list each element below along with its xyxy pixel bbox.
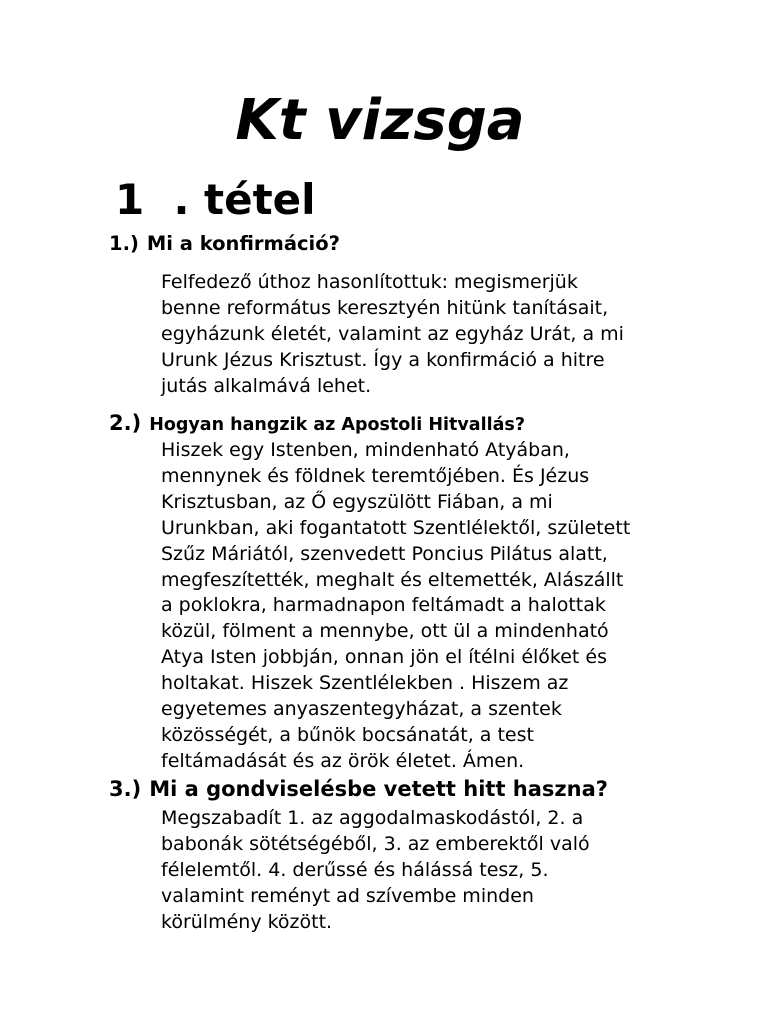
- question-2-text: Hogyan hangzik az Apostoli Hitvallás?: [149, 415, 525, 435]
- question-1-number: 1.): [109, 232, 139, 255]
- answer-1-line: Felfedező úthoz hasonlítottuk: megismerjük: [161, 271, 578, 293]
- question-1: [109, 232, 340, 255]
- answer-3-line: félelemtől. 4. derűssé és hálássá tesz, 5.: [161, 858, 549, 881]
- answer-2-line: a poklokra, harmadnapon feltámadt a halottak: [161, 594, 606, 617]
- answer-3-line: Megszabadít 1. az aggodalmaskodástól, 2. a: [161, 807, 584, 829]
- answer-2: [161, 438, 701, 775]
- answer-1-line: jutás alkalmává lehet.: [161, 374, 372, 397]
- answer-2-line: Szűz Máriától, szenvedett Poncius Pilátus alatt,: [161, 542, 608, 565]
- question-3: [109, 777, 608, 801]
- answer-3-line: babonák sötétségéből, 3. az emberektől való: [161, 832, 590, 855]
- question-2-number: 2.): [109, 411, 142, 435]
- answer-2-line: Atya Isten jobbján, onnan jön el ítélni élőket és: [161, 646, 607, 669]
- document-title: Kt vizsga: [235, 88, 525, 153]
- section-heading: 1 . tétel: [115, 175, 316, 224]
- answer-3-line: valamint reményt ad szívembe minden: [161, 884, 534, 907]
- answer-2-line: közül, fölment a mennybe, ott ül a mindenható: [161, 620, 609, 643]
- answer-1-line: benne református keresztyén hitünk tanításait,: [161, 296, 609, 319]
- answer-2-line: közösségét, a bűnök bocsánatát, a test: [161, 723, 534, 746]
- answer-3: [161, 806, 701, 936]
- question-1-text: Mi a konfirmáció?: [146, 232, 340, 255]
- question-3-text: Mi a gondviselésbe vetett hitt haszna?: [149, 777, 608, 801]
- answer-2-line: holtakat. Hiszek Szentlélekben . Hiszem az: [161, 672, 569, 695]
- answer-2-line: mennynek és földnek teremtőjében. És Jézus: [161, 464, 590, 487]
- question-3-number: 3.): [109, 777, 142, 801]
- answer-1-line: egyházunk életét, valamint az egyház Urát, a mi: [161, 322, 624, 345]
- question-2: [109, 411, 525, 435]
- answer-2-line: Urunkban, aki fogantatott Szentlélektől, született: [161, 516, 631, 539]
- answer-2-line: megfeszítették, meghalt és eltemették, Alászállt: [161, 568, 624, 591]
- answer-1-line: Urunk Jézus Krisztust. Így a konfirmáció a hitre: [161, 348, 605, 371]
- answer-2-line: feltámadását és az örök életet. Ámen.: [161, 749, 525, 772]
- answer-2-line: Hiszek egy Istenben, mindenható Atyában,: [161, 439, 570, 461]
- answer-3-line: körülmény között.: [161, 910, 333, 933]
- answer-1: [161, 270, 701, 400]
- answer-2-line: egyetemes anyaszentegyházat, a szentek: [161, 698, 562, 721]
- answer-2-line: Krisztusban, az Ő egyszülött Fiában, a mi: [161, 490, 553, 513]
